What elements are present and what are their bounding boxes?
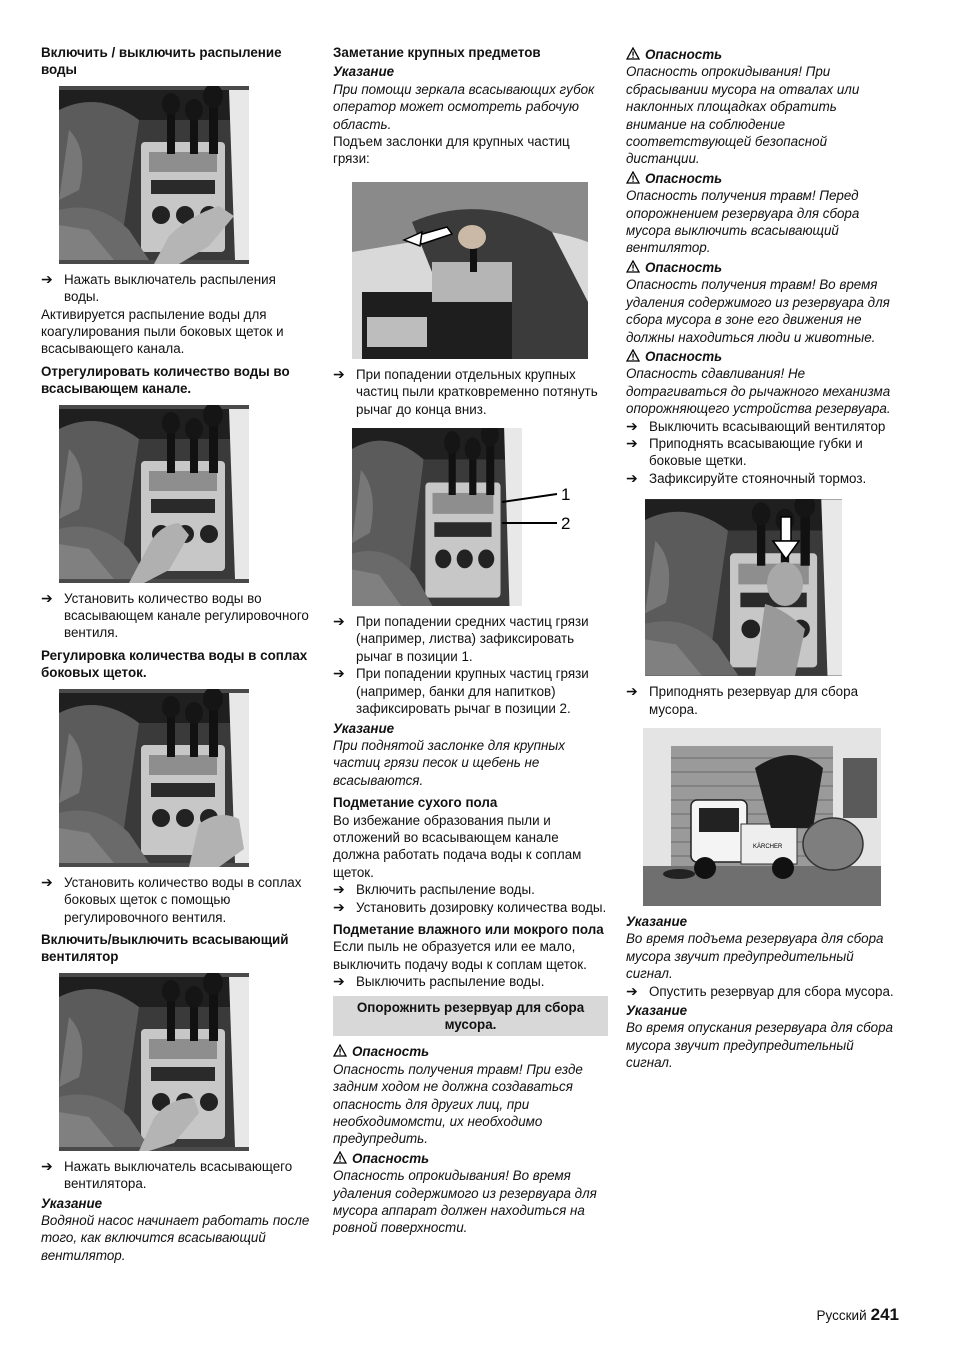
warning-triangle-icon [626, 171, 640, 184]
warning-level-surface: Опасность [333, 1150, 608, 1167]
arrow-right-icon: ➔ [626, 683, 638, 700]
note-flap-raised: При поднятой заслонке для крупных частиц грязи песок и щебень не всасываются. [333, 737, 565, 788]
warning-level-surface-text: Опасность опрокидывания! Во время удаления содержимого из резервуара для мусора аппарат должен находиться на ровной поверхности. [333, 1168, 597, 1236]
paragraph-spray-info: Активируется распыление воды для коагулирования пыли боковых щеток и всасывающего канала. [41, 306, 284, 357]
arrow-right-icon: ➔ [333, 898, 345, 915]
note-label: Указание [333, 64, 395, 80]
heading-suction-water: Отрегулировать количество воды во всасывающем канале. [41, 363, 290, 397]
warning-crushing: Опасность [626, 348, 901, 365]
paragraph-wet-sweeping: Если пыль не образуется или ее мало, выключить подачу воды к соплам щеток. [333, 939, 587, 972]
warning-fan-off: Опасность [626, 170, 901, 187]
photo-operator-lever [352, 182, 588, 359]
arrow-right-icon: ➔ [333, 665, 345, 682]
step-position-1: ➔ При попадении средних частиц грязи (например, листва) зафиксировать рычаг в позиции 1. [333, 613, 589, 664]
arrow-right-icon: ➔ [41, 589, 53, 606]
arrow-right-icon: ➔ [626, 469, 638, 486]
step-parking-brake: ➔ Зафиксируйте стояночный тормоз. [626, 469, 867, 486]
note-pump: Водяной насос начинает работать после того, как включится всасывающий вентилятор. [41, 1212, 310, 1263]
warning-triangle-icon [333, 1044, 347, 1057]
step-lower-container: ➔ Опустить резервуар для сбора мусора. [626, 982, 894, 999]
heading-brush-nozzle-water: Регулировка количества воды в соплах боковых щеток. [41, 647, 308, 681]
step-spray-off: ➔ Выключить распыление воды. [333, 973, 545, 990]
note-lower-signal: Во время опускания резервуара для сбора мусора звучит предупредительный сигнал. [626, 1020, 893, 1071]
page-number: 241 [870, 1305, 899, 1324]
arrow-right-icon: ➔ [333, 973, 345, 990]
step-spray-on: ➔ Включить распыление воды. [333, 881, 535, 898]
warning-danger-zone-text: Опасность получения травм! Во время удаления содержимого из резервуара для сбора мусора в зоне его движения не должны находиться люди и животные. [626, 277, 890, 345]
step-set-dosage: ➔ Установить дозировку количества воды. [333, 898, 607, 915]
arrow-right-icon: ➔ [41, 1157, 53, 1174]
step-press-fan-switch: ➔ Нажать выключатель всасывающего вентилятора. [41, 1157, 293, 1192]
warning-tipping: Опасность [626, 46, 901, 63]
column-3 [626, 44, 901, 1072]
warning-danger-zone: Опасность [626, 259, 901, 276]
heading-suction-fan: Включить/выключить всасывающий вентилятор [41, 931, 289, 965]
arrow-right-icon: ➔ [333, 881, 345, 898]
step-pull-lever: ➔ При попадении отдельных крупных частиц пыли кратковременно потянуть рычаг до конца вниз. [333, 365, 598, 417]
note-mirror: При помощи зеркала всасывающих губок оператор может осмотреть рабочую область. [333, 81, 595, 132]
warning-triangle-icon [626, 260, 640, 273]
warning-crushing-text: Опасность сдавливания! Не дотрагиваться до рычажного механизма опорожняющего устройства резервуара. [626, 366, 891, 417]
photo-control-panel-fan-switch [59, 973, 249, 1151]
page-footer [817, 1306, 899, 1324]
arrow-right-icon: ➔ [333, 365, 345, 382]
arrow-right-icon: ➔ [41, 873, 53, 890]
photo-control-panel-brush-valve [59, 689, 249, 867]
step-set-suction-water: ➔ Установить количество воды во всасывающем канале регулировочного вентиля. [41, 589, 309, 641]
heading-wet-sweeping: Подметание влажного или мокрого пола [333, 921, 604, 937]
warning-triangle-icon [626, 47, 640, 60]
heading-water-spray: Включить / выключить распыление воды [41, 45, 282, 78]
photo-control-panel-suction-valve [59, 405, 249, 583]
paragraph-dry-sweeping: Во избежание образования пыли и отложений во всасывающем канале должна работать подача воды к соплам щеток. [333, 812, 582, 880]
callout-1: 1 [561, 485, 571, 505]
step-position-2: ➔ При попадении крупных частиц грязи (например, банки для напитков) зафиксировать рычаг в позиции 2. [333, 665, 589, 717]
column-2 [333, 44, 608, 1237]
note-label: Указание [626, 913, 688, 929]
heading-large-objects: Заметание крупных предметов [333, 45, 541, 60]
photo-sweeper-container-raised [643, 728, 881, 906]
note-label: Указание [626, 1003, 688, 1018]
arrow-right-icon: ➔ [626, 434, 638, 451]
note-label: Указание [333, 720, 395, 736]
note-label: Указание [41, 1195, 103, 1211]
step-raise-container: ➔ Приподнять резервуар для сбора мусора. [626, 683, 859, 717]
footer-language: Русский [816, 1308, 867, 1323]
step-raise-squeegee: ➔ Приподнять всасывающие губки и боковые щетки. [626, 434, 863, 469]
arrow-right-icon: ➔ [626, 982, 638, 999]
paragraph-flap-lift: Подъем заслонки для крупных частиц грязи: [333, 134, 570, 167]
warning-triangle-icon [626, 349, 640, 362]
arrow-right-icon: ➔ [333, 613, 345, 630]
brand-logo-text: KÄRCHER [753, 843, 783, 850]
step-set-brush-water: ➔ Установить количество воды в соплах боковых щеток с помощью регулировочного вентиля. [41, 873, 302, 925]
arrow-right-icon: ➔ [41, 270, 53, 287]
warning-reversing-text: Опасность получения травм! При езде задним ходом не должна создаваться опасность для других лиц, при необходимомсти, их необходимо предупредить. [333, 1061, 583, 1147]
note-raise-signal: Во время подъема резервуара для сбора мусора звучит предупредительный сигнал. [626, 931, 884, 982]
callout-2: 2 [561, 514, 571, 534]
warning-triangle-icon [333, 1151, 347, 1164]
photo-raise-container-switch [645, 499, 842, 676]
step-fan-off: ➔ Выключить всасывающий вентилятор [626, 417, 886, 434]
section-box-empty-container: Опорожнить резервуар для сбора мусора. [333, 996, 608, 1037]
arrow-right-icon: ➔ [626, 417, 638, 434]
photo-lever-positions [352, 428, 588, 606]
warning-tipping-text: Опасность опрокидывания! При сбрасывании мусора на отвалах или наклонных площадках обратить внимание на соблюдение соответствующей безопасной дистанции. [626, 64, 860, 167]
step-press-spray-switch: ➔ Нажать выключатель распыления воды. [41, 270, 276, 305]
heading-dry-sweeping: Подметание сухого пола [333, 795, 498, 811]
column-1 [41, 44, 313, 1264]
warning-reversing: Опасность [333, 1043, 608, 1060]
warning-fan-off-text: Опасность получения травм! Перед опорожнением резервуара для сбора мусора выключить всасывающий вентилятор. [626, 188, 860, 256]
photo-control-panel-spray-switch [59, 86, 249, 264]
